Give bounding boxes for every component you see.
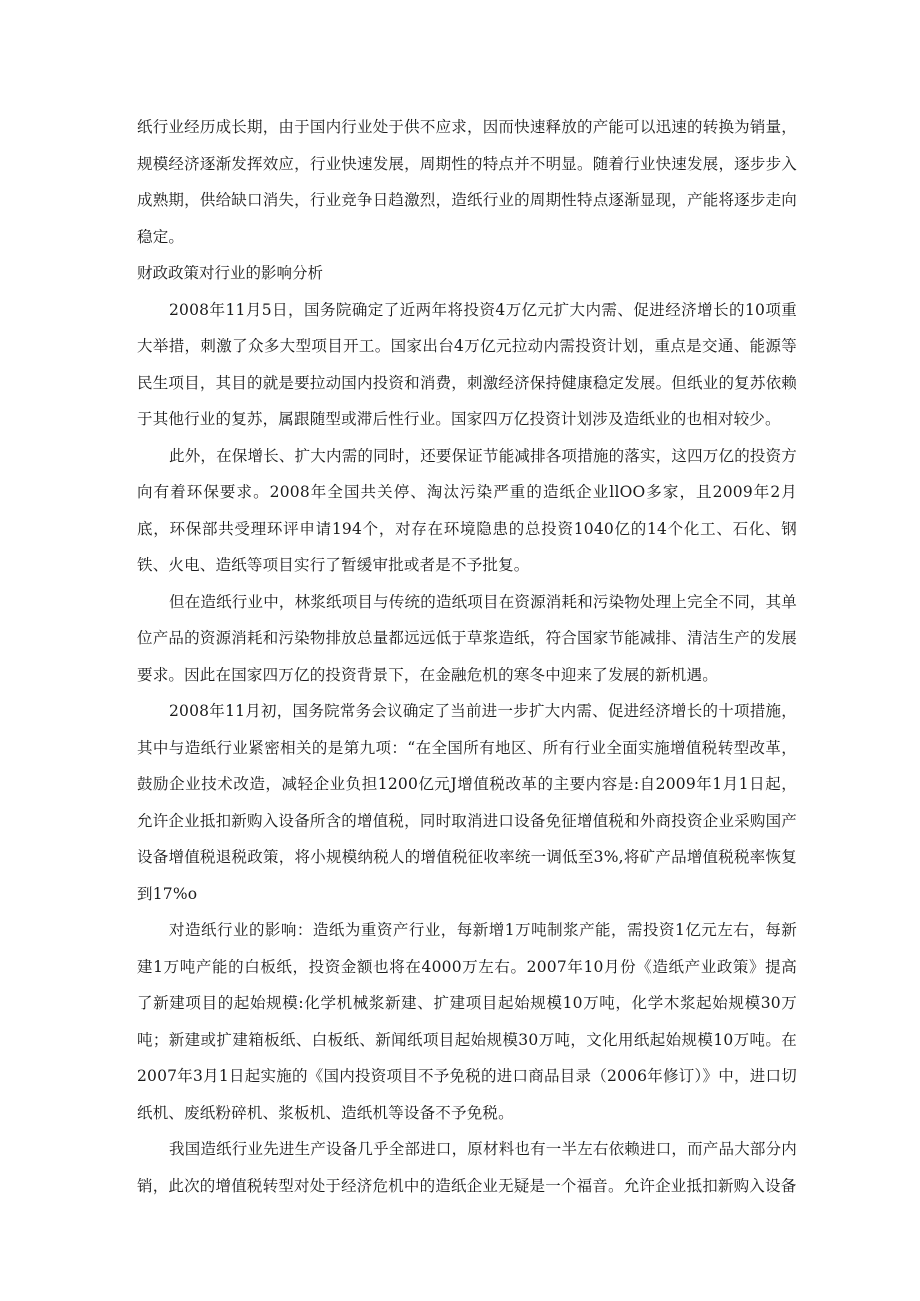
paragraph-equipment-import: 我国造纸行业先进生产设备几乎全部进口，原材料也有一半左右依赖进口，而产品大部分内销，此次的增值税转型对处于经济危机中的造纸企业无疑是一个福音。允许企业抵扣新购入设备 <box>137 1140 798 1195</box>
paragraph-industry-impact: 对造纸行业的影响：造纸为重资产行业，每新增1万吨制浆产能，需投资1亿元左右，每新建1万吨产能的白板纸，投资金额也将在4000万左右。2007年10月份《造纸产业政策》提高了新建项目的起始规模:化学机械浆新建、扩建项目起始规模10万吨，化学木浆起始规模30万吨；新建或扩建箱板纸、白板纸、新闻纸项目起始规模30万吨，文化用纸起始规模10万吨。在2007年3月1日起实施的《国内投资项目不予免税的进口商品目录（2006年修订）》中，进口切纸机、废纸粉碎机、浆板机、造纸机等设备不予免税。 <box>137 921 797 1122</box>
paragraph-vat-reform: 2008年11月初，国务院常务会议确定了当前进一步扩大内需、促进经济增长的十项措施，其中与造纸行业紧密相关的是第九项：“在全国所有地区、所有行业全面实施增值税转型改革，鼓励企业技术改造，减轻企业负担1200亿元J增值税改革的主要内容是:自2009年1月1日起，允许企业抵扣新购入设备所含的增值税，同时取消进口设备免征增值税和外商投资企业采购国产设备增值税退税政策，将小规模纳税人的增值税征收率统一调低至3%,将矿产品增值税税率恢复到17%o <box>137 702 797 903</box>
document-page <box>137 109 797 1204</box>
paragraph-environment: 此外，在保增长、扩大内需的同时，还要保证节能减排各项措施的落实，这四万亿的投资方向有着环保要求。2008年全国共关停、淘汰污染严重的造纸企业llOO多家，且2009年2月底，环保部共受理环评申请194个，对存在环境隐患的总投资1040亿的14个化工、石化、钢铁、火电、造纸等项目实行了暂缓审批或者是不予批复。 <box>137 446 798 574</box>
section-heading: 财政政策对行业的影响分析 <box>137 264 324 282</box>
paragraph-stimulus: 2008年11月5日，国务院确定了近两年将投资4万亿元扩大内需、促进经济增长的10项重大举措，刺激了众多大型项目开工。国家出台4万亿元拉动内需投资计划，重点是交通、能源等民生项目，其目的就是要拉动国内投资和消费，刺激经济保持健康稳定发展。但纸业的复苏依赖于其他行业的复苏，属跟随型或滞后性行业。国家四万亿投资计划涉及造纸业的也相对较少。 <box>137 300 797 428</box>
paragraph-intro: 纸行业经历成长期，由于国内行业处于供不应求，因而快速释放的产能可以迅速的转换为销量，规模经济逐渐发挥效应，行业快速发展，周期性的特点并不明显。随着行业快速发展，逐步步入成熟期，供给缺口消失，行业竞争日趋激烈，造纸行业的周期性特点逐渐显现，产能将逐步走向稳定。 <box>137 118 797 246</box>
paragraph-forestry-pulp: 但在造纸行业中，林浆纸项目与传统的造纸项目在资源消耗和污染物处理上完全不同，其单位产品的资源消耗和污染物排放总量都远远低于草浆造纸，符合国家节能减排、清洁生产的发展要求。因此在国家四万亿的投资背景下，在金融危机的寒冬中迎来了发展的新机遇。 <box>137 592 798 684</box>
